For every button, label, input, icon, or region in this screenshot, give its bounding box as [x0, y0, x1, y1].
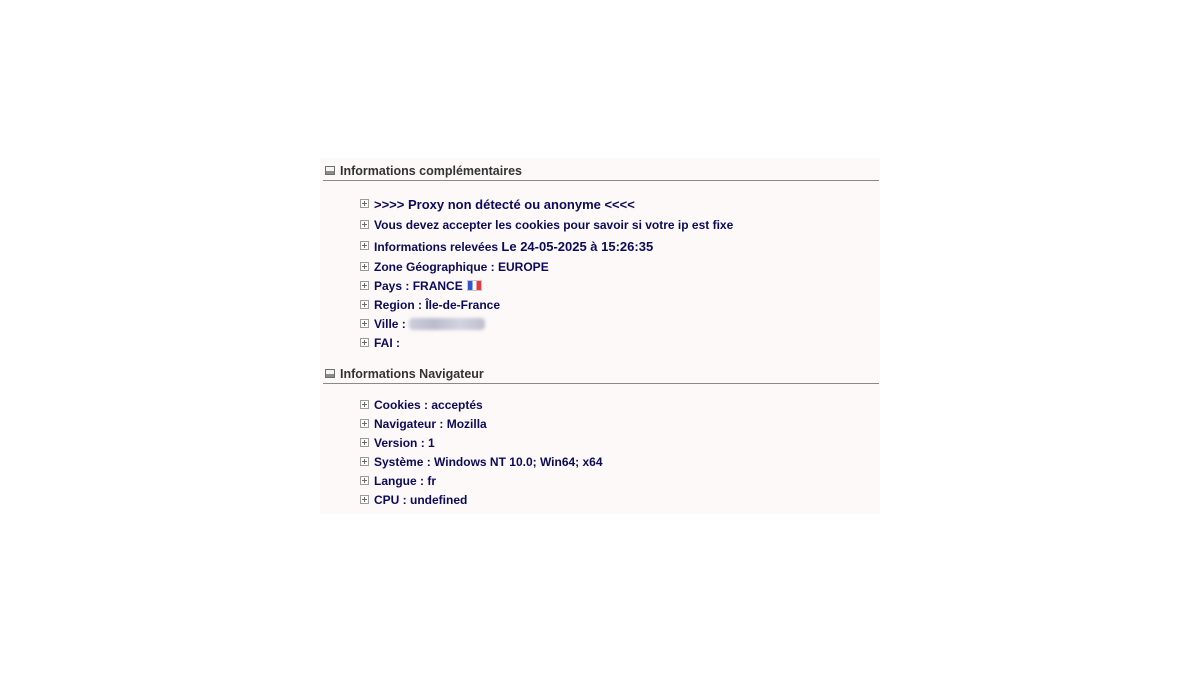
navigator-label: Navigateur :: [374, 417, 444, 431]
isp-label: FAI :: [374, 336, 400, 350]
plus-box-icon[interactable]: [360, 457, 369, 466]
country-value: FRANCE: [412, 279, 463, 293]
cookies-notice: Vous devez accepter les cookies pour savoir si votre ip est fixe: [374, 218, 734, 232]
plus-box-icon[interactable]: [360, 495, 369, 504]
cpu-value: undefined: [410, 493, 468, 507]
plus-box-icon[interactable]: [360, 241, 369, 250]
system-label: Système :: [374, 455, 431, 469]
collapse-box-icon[interactable]: [325, 166, 335, 175]
plus-box-icon[interactable]: [360, 419, 369, 428]
section-header-complementary[interactable]: [323, 160, 879, 181]
region-value: Île-de-France: [425, 298, 501, 312]
language-label: Langue :: [374, 474, 424, 488]
plus-box-icon[interactable]: [360, 438, 369, 447]
cookies-label: Cookies :: [374, 398, 429, 412]
city-label: Ville :: [374, 317, 406, 331]
collected-label: Informations relevées: [374, 240, 499, 254]
system-value: Windows NT 10.0; Win64; x64: [434, 455, 603, 469]
proxy-status: >>>> Proxy non détecté ou anonyme <<<<: [374, 197, 635, 212]
city-value-blurred: [409, 318, 485, 330]
plus-box-icon[interactable]: [360, 220, 369, 229]
version-value: 1: [428, 436, 435, 450]
france-flag-icon: [467, 280, 482, 291]
plus-box-icon[interactable]: [360, 300, 369, 309]
version-label: Version :: [374, 436, 425, 450]
zone-value: EUROPE: [498, 260, 549, 274]
section-header-browser[interactable]: [323, 363, 879, 384]
section-title: Informations complémentaires: [340, 164, 522, 178]
info-panel: [320, 158, 880, 514]
plus-box-icon[interactable]: [360, 262, 369, 271]
language-value: fr: [427, 474, 437, 488]
navigator-value: Mozilla: [446, 417, 487, 431]
section-title: Informations Navigateur: [340, 367, 484, 381]
region-label: Region :: [374, 298, 422, 312]
collected-timestamp: Le 24-05-2025 à 15:26:35: [501, 239, 654, 254]
plus-box-icon[interactable]: [360, 281, 369, 290]
cpu-label: CPU :: [374, 493, 407, 507]
plus-box-icon[interactable]: [360, 319, 369, 328]
plus-box-icon[interactable]: [360, 199, 369, 208]
plus-box-icon[interactable]: [360, 338, 369, 347]
plus-box-icon[interactable]: [360, 400, 369, 409]
zone-label: Zone Géographique :: [374, 260, 495, 274]
plus-box-icon[interactable]: [360, 476, 369, 485]
collapse-box-icon[interactable]: [325, 369, 335, 378]
cookies-value: acceptés: [431, 398, 483, 412]
country-label: Pays :: [374, 279, 410, 293]
